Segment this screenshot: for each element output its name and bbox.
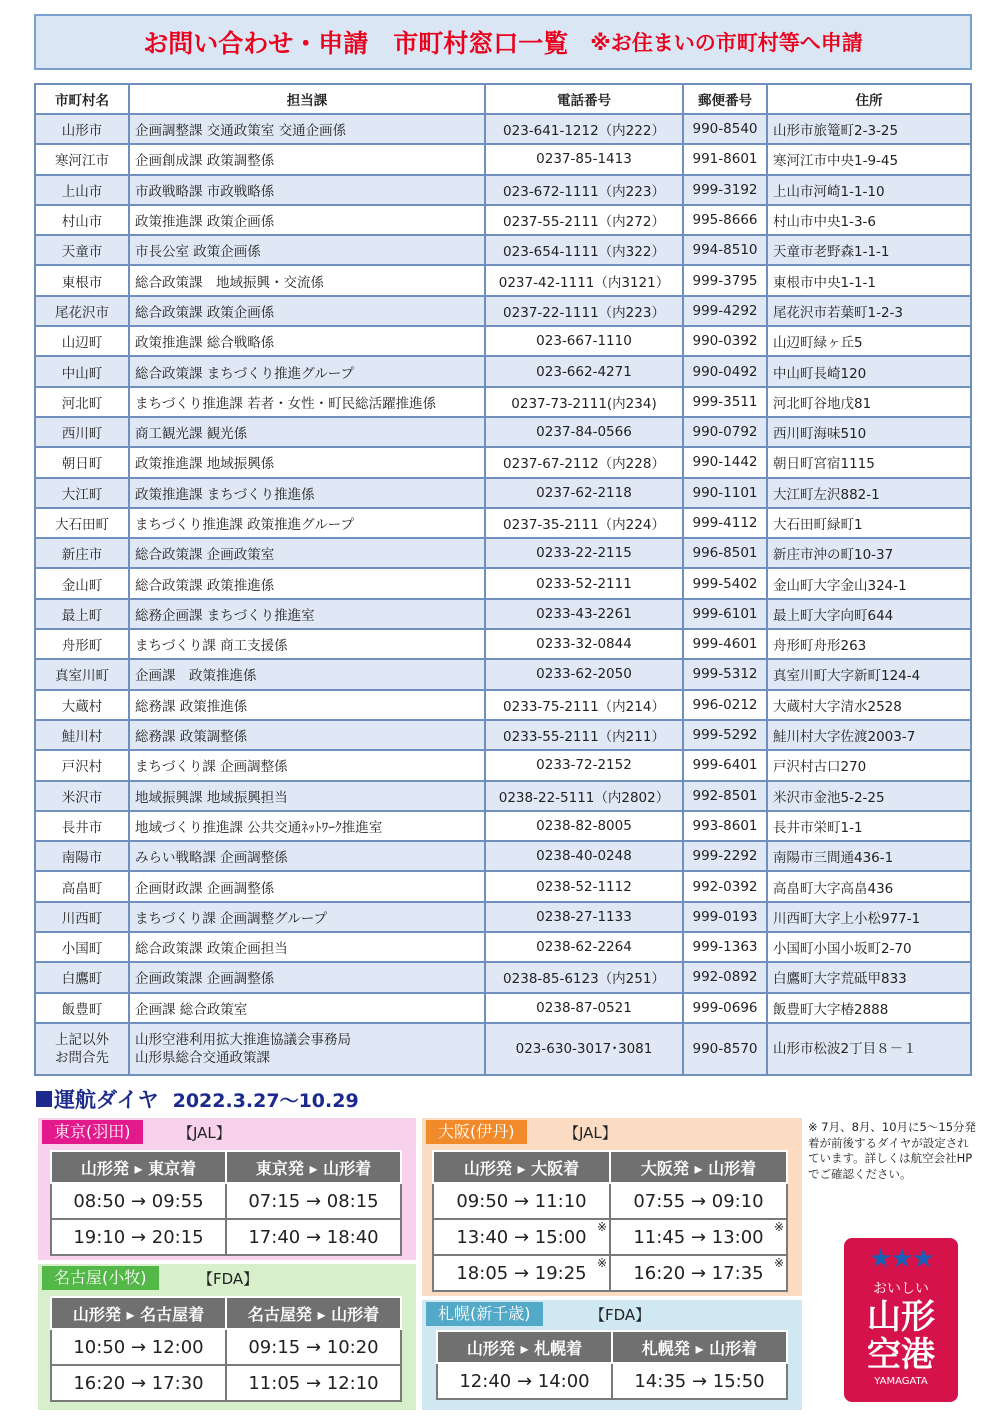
cell-dept: 企画課 政策推進係 bbox=[129, 659, 485, 689]
logo-line1: おいしい bbox=[873, 1281, 929, 1297]
cell-zip: 995-8666 bbox=[683, 205, 767, 235]
variation-mark: ※ bbox=[596, 1220, 607, 1234]
cell-addr-line: 山形市松波2丁目８－１ bbox=[773, 1040, 917, 1057]
variation-mark: ※ bbox=[596, 1256, 607, 1270]
table-row bbox=[35, 629, 971, 659]
cell-zip: 999-3511 bbox=[683, 387, 767, 417]
cell-dept: 地域づくり推進課 公共交通ﾈｯﾄﾜｰｸ推進室 bbox=[129, 811, 485, 841]
cell-city: 高畠町 bbox=[35, 871, 129, 901]
cell-dept: 総合政策課 地域振興・交流係 bbox=[129, 265, 485, 295]
cell-dept: 企画財政課 企画調整係 bbox=[129, 871, 485, 901]
cell-addr: 中山町長崎120 bbox=[767, 356, 971, 386]
cell-zip-line: 990-8570 bbox=[692, 1040, 758, 1057]
cell-tel: 023-654-1111（内322） bbox=[485, 235, 683, 265]
cell-city: 金山町 bbox=[35, 568, 129, 598]
timetable-header: 山形発 ▸ 東京着 bbox=[51, 1151, 226, 1183]
cell-tel: 0233-72-2152 bbox=[485, 750, 683, 780]
flight-time bbox=[226, 1219, 401, 1255]
cell-city: 尾花沢市 bbox=[35, 296, 129, 326]
flight-time bbox=[433, 1183, 610, 1219]
cell-addr: 西川町海味510 bbox=[767, 417, 971, 447]
cell-addr: 南陽市三間通436-1 bbox=[767, 841, 971, 871]
flight-time-text: 07:15 → 08:15 bbox=[248, 1190, 379, 1212]
flight-time-text: 12:40 → 14:00 bbox=[459, 1370, 590, 1392]
cell-addr: 白鷹町大字荒砥甲833 bbox=[767, 962, 971, 992]
timetable-header: 札幌発 ▸ 山形着 bbox=[612, 1331, 787, 1363]
cell-tel: 0238-27-1133 bbox=[485, 902, 683, 932]
col-header-addr: 住所 bbox=[767, 84, 971, 114]
cell-dept: 市政戦略課 市政戦略係 bbox=[129, 175, 485, 205]
route-name-nagoya: 名古屋(小牧) bbox=[42, 1266, 159, 1290]
cell-city: 舟形町 bbox=[35, 629, 129, 659]
flight-time-text: 18:05 → 19:25 bbox=[456, 1262, 587, 1284]
col-header-tel: 電話番号 bbox=[485, 84, 683, 114]
cell-tel: 023-641-1212（内222） bbox=[485, 114, 683, 144]
cell-dept: 総務課 政策調整係 bbox=[129, 720, 485, 750]
cell-zip: 999-0696 bbox=[683, 993, 767, 1023]
schedule-heading bbox=[36, 1084, 359, 1114]
cell-zip: 999-6401 bbox=[683, 750, 767, 780]
flight-time-text: 13:40 → 15:00 bbox=[456, 1226, 587, 1248]
flight-time bbox=[437, 1363, 612, 1399]
flight-time-text: 07:55 → 09:10 bbox=[633, 1190, 764, 1212]
cell-tel: 0238-22-5111（内2802） bbox=[485, 781, 683, 811]
page-title: お問い合わせ・申請 市町村窓口一覧 bbox=[143, 29, 569, 58]
variation-mark: ※ bbox=[773, 1220, 784, 1234]
table-row bbox=[35, 568, 971, 598]
table-row bbox=[35, 871, 971, 901]
cell-zip: 991-8601 bbox=[683, 144, 767, 174]
cell-tel: 0237-35-2111（内224） bbox=[485, 508, 683, 538]
table-row bbox=[35, 508, 971, 538]
table-row bbox=[35, 720, 971, 750]
flight-time bbox=[226, 1329, 401, 1365]
cell-city: 長井市 bbox=[35, 811, 129, 841]
route-nagoya bbox=[38, 1264, 416, 1410]
cell-tel: 0237-42-1111（内3121） bbox=[485, 265, 683, 295]
table-row bbox=[35, 296, 971, 326]
cell-zip: 990-0392 bbox=[683, 326, 767, 356]
cell-zip: 999-4112 bbox=[683, 508, 767, 538]
timetable-header-row bbox=[51, 1297, 401, 1329]
table-row bbox=[35, 144, 971, 174]
header-note: ※お住まいの市町村等へ申請 bbox=[590, 31, 863, 55]
square-bullet-icon bbox=[36, 1091, 52, 1107]
logo-en: YAMAGATA bbox=[874, 1376, 928, 1387]
cell-tel: 0237-55-2111（内272） bbox=[485, 205, 683, 235]
cell-tel: 0237-73-2111(内234) bbox=[485, 387, 683, 417]
schedule-footnote: ※ 7月、8月、10月に5～15分発着が前後するダイヤが設定されています。詳しくは航空会社HPでご確認ください。 bbox=[808, 1120, 977, 1181]
cell-zip: 990-0792 bbox=[683, 417, 767, 447]
cell-tel: 0237-67-2112（内228） bbox=[485, 447, 683, 477]
cell-addr: 川西町大字上小松977-1 bbox=[767, 902, 971, 932]
cell-dept: 企画創成課 政策調整係 bbox=[129, 144, 485, 174]
flight-time-text: 16:20 → 17:30 bbox=[73, 1372, 204, 1394]
flight-time-text: 09:15 → 10:20 bbox=[248, 1336, 379, 1358]
timetable-row bbox=[433, 1183, 787, 1219]
cell-dept: 政策推進課 総合戦略係 bbox=[129, 326, 485, 356]
cell-addr: 大石田町緑町1 bbox=[767, 508, 971, 538]
cell-zip: 999-5292 bbox=[683, 720, 767, 750]
cell-tel: 0233-22-2115 bbox=[485, 538, 683, 568]
flight-time bbox=[610, 1255, 787, 1291]
cell-city: 真室川町 bbox=[35, 659, 129, 689]
cell-zip: 994-8510 bbox=[683, 235, 767, 265]
table-row bbox=[35, 659, 971, 689]
route-name-tokyo: 東京(羽田) bbox=[42, 1120, 143, 1144]
cell-dept: 企画調整課 交通政策室 交通企画係 bbox=[129, 114, 485, 144]
table-row bbox=[35, 538, 971, 568]
cell-city: 上山市 bbox=[35, 175, 129, 205]
timetable-header: 山形発 ▸ 札幌着 bbox=[437, 1331, 612, 1363]
cell-city: 村山市 bbox=[35, 205, 129, 235]
cell-addr: 村山市中央1-3-6 bbox=[767, 205, 971, 235]
cell-tel: 0238-62-2264 bbox=[485, 932, 683, 962]
table-row bbox=[35, 387, 971, 417]
cell-addr: 大江町左沢882-1 bbox=[767, 478, 971, 508]
cell-addr: 新庄市沖の町10-37 bbox=[767, 538, 971, 568]
cell-tel-line: 023-630-3017･3081 bbox=[515, 1040, 653, 1057]
timetable-header-row bbox=[433, 1151, 787, 1183]
cell-city: 新庄市 bbox=[35, 538, 129, 568]
cell-city: 大石田町 bbox=[35, 508, 129, 538]
timetable-header: 東京発 ▸ 山形着 bbox=[226, 1151, 401, 1183]
table-row bbox=[35, 902, 971, 932]
cell-dept: 政策推進課 政策企画係 bbox=[129, 205, 485, 235]
table-row bbox=[35, 417, 971, 447]
cell-zip: 999-3192 bbox=[683, 175, 767, 205]
schedule-period: 2022.3.27～10.29 bbox=[172, 1090, 359, 1112]
col-header-zip: 郵便番号 bbox=[683, 84, 767, 114]
flight-time-text: 10:50 → 12:00 bbox=[73, 1336, 204, 1358]
cell-dept: 市長公室 政策企画係 bbox=[129, 235, 485, 265]
cell-city: 河北町 bbox=[35, 387, 129, 417]
cell-city: 南陽市 bbox=[35, 841, 129, 871]
cell-addr: 戸沢村古口270 bbox=[767, 750, 971, 780]
flight-time bbox=[51, 1329, 226, 1365]
timetable-nagoya bbox=[50, 1296, 402, 1402]
cell-zip: 999-2292 bbox=[683, 841, 767, 871]
cell-tel bbox=[485, 1023, 683, 1075]
cell-city: 最上町 bbox=[35, 599, 129, 629]
cell-tel: 0237-62-2118 bbox=[485, 478, 683, 508]
cell-addr: 小国町小国小坂町2-70 bbox=[767, 932, 971, 962]
table-row bbox=[35, 326, 971, 356]
table-row bbox=[35, 235, 971, 265]
cell-dept: 政策推進課 まちづくり推進係 bbox=[129, 478, 485, 508]
flight-time bbox=[433, 1255, 610, 1291]
cell-tel: 0238-85-6123（内251） bbox=[485, 962, 683, 992]
cell-zip: 999-5312 bbox=[683, 659, 767, 689]
cell-city: 山辺町 bbox=[35, 326, 129, 356]
flight-time bbox=[612, 1363, 787, 1399]
col-header-city: 市町村名 bbox=[35, 84, 129, 114]
cell-addr: 河北町谷地戊81 bbox=[767, 387, 971, 417]
timetable-tokyo bbox=[50, 1150, 402, 1256]
timetable-row bbox=[51, 1329, 401, 1365]
cell-tel: 0233-43-2261 bbox=[485, 599, 683, 629]
page-header bbox=[34, 14, 972, 70]
route-osaka bbox=[422, 1118, 802, 1296]
cell-dept: 商工観光課 観光係 bbox=[129, 417, 485, 447]
table-row bbox=[35, 781, 971, 811]
timetable-row bbox=[433, 1219, 787, 1255]
cell-zip: 999-4292 bbox=[683, 296, 767, 326]
cell-addr: 山辺町緑ヶ丘5 bbox=[767, 326, 971, 356]
cell-city: 飯豊町 bbox=[35, 993, 129, 1023]
contact-table bbox=[34, 83, 972, 1076]
cell-tel: 0233-52-2111 bbox=[485, 568, 683, 598]
cell-dept bbox=[129, 1023, 485, 1075]
cell-city: 西川町 bbox=[35, 417, 129, 447]
table-row bbox=[35, 265, 971, 295]
table-header-row bbox=[35, 84, 971, 114]
cell-dept: 総合政策課 政策企画担当 bbox=[129, 932, 485, 962]
table-row bbox=[35, 841, 971, 871]
cell-zip: 996-0212 bbox=[683, 690, 767, 720]
cell-dept: 総合政策課 政策推進係 bbox=[129, 568, 485, 598]
cell-zip: 990-1442 bbox=[683, 447, 767, 477]
timetable-osaka bbox=[432, 1150, 788, 1292]
cell-tel: 0238-40-0248 bbox=[485, 841, 683, 871]
timetable-row bbox=[51, 1219, 401, 1255]
table-row bbox=[35, 114, 971, 144]
cell-city: 天童市 bbox=[35, 235, 129, 265]
cell-city: 川西町 bbox=[35, 902, 129, 932]
flight-time bbox=[51, 1365, 226, 1401]
table-row bbox=[35, 993, 971, 1023]
cell-addr: 最上町大字向町644 bbox=[767, 599, 971, 629]
flight-time-text: 08:50 → 09:55 bbox=[73, 1190, 204, 1212]
cell-tel: 0238-82-8005 bbox=[485, 811, 683, 841]
flight-time bbox=[51, 1183, 226, 1219]
timetable-row bbox=[51, 1183, 401, 1219]
cell-addr: 天童市老野森1-1-1 bbox=[767, 235, 971, 265]
cell-tel: 0237-22-1111（内223） bbox=[485, 296, 683, 326]
table-row bbox=[35, 478, 971, 508]
cell-zip: 990-8540 bbox=[683, 114, 767, 144]
star-icon: ★★★ bbox=[869, 1244, 933, 1274]
flight-time-text: 11:45 → 13:00 bbox=[633, 1226, 764, 1248]
cell-city: 中山町 bbox=[35, 356, 129, 386]
timetable-row bbox=[51, 1365, 401, 1401]
table-row bbox=[35, 932, 971, 962]
table-row bbox=[35, 690, 971, 720]
cell-tel: 0233-62-2050 bbox=[485, 659, 683, 689]
cell-zip: 996-8501 bbox=[683, 538, 767, 568]
cell-zip: 990-0492 bbox=[683, 356, 767, 386]
cell-city: 東根市 bbox=[35, 265, 129, 295]
cell-city: 大蔵村 bbox=[35, 690, 129, 720]
cell-addr: 山形市旅篭町2-3-25 bbox=[767, 114, 971, 144]
timetable-header: 名古屋発 ▸ 山形着 bbox=[226, 1297, 401, 1329]
cell-dept: 企画政策課 企画調整係 bbox=[129, 962, 485, 992]
cell-addr: 真室川町大字新町124-4 bbox=[767, 659, 971, 689]
flight-time-text: 19:10 → 20:15 bbox=[73, 1226, 204, 1248]
cell-city: 大江町 bbox=[35, 478, 129, 508]
cell-zip: 992-8501 bbox=[683, 781, 767, 811]
flight-time bbox=[433, 1219, 610, 1255]
cell-tel: 0233-32-0844 bbox=[485, 629, 683, 659]
flight-time-text: 17:40 → 18:40 bbox=[248, 1226, 379, 1248]
timetable-header: 山形発 ▸ 大阪着 bbox=[433, 1151, 610, 1183]
cell-city: 白鷹町 bbox=[35, 962, 129, 992]
cell-zip: 999-6101 bbox=[683, 599, 767, 629]
flight-time bbox=[51, 1219, 226, 1255]
logo-line3: 空港 bbox=[867, 1335, 935, 1375]
route-name-osaka: 大阪(伊丹) bbox=[426, 1120, 527, 1144]
cell-addr: 舟形町舟形263 bbox=[767, 629, 971, 659]
timetable-header-row bbox=[437, 1331, 787, 1363]
cell-tel: 023-672-1111（内223） bbox=[485, 175, 683, 205]
route-tokyo bbox=[38, 1118, 416, 1260]
timetable-row bbox=[433, 1255, 787, 1291]
cell-zip: 992-0892 bbox=[683, 962, 767, 992]
cell-zip: 999-0193 bbox=[683, 902, 767, 932]
cell-dept-line: 山形県総合交通政策課 bbox=[135, 1049, 270, 1066]
flight-time bbox=[226, 1365, 401, 1401]
route-name-sapporo: 札幌(新千歳) bbox=[426, 1302, 543, 1326]
cell-tel: 023-667-1110 bbox=[485, 326, 683, 356]
cell-tel: 0237-85-1413 bbox=[485, 144, 683, 174]
cell-addr: 寒河江市中央1-9-45 bbox=[767, 144, 971, 174]
cell-city-line: お問合先 bbox=[55, 1049, 109, 1066]
cell-dept: まちづくり課 企画調整グループ bbox=[129, 902, 485, 932]
cell-addr: 米沢市金池5-2-25 bbox=[767, 781, 971, 811]
table-row bbox=[35, 750, 971, 780]
cell-city: 米沢市 bbox=[35, 781, 129, 811]
cell-city: 寒河江市 bbox=[35, 144, 129, 174]
cell-tel: 0233-55-2111（内211） bbox=[485, 720, 683, 750]
cell-city: 山形市 bbox=[35, 114, 129, 144]
route-sapporo bbox=[422, 1300, 802, 1410]
cell-city: 朝日町 bbox=[35, 447, 129, 477]
cell-zip: 999-5402 bbox=[683, 568, 767, 598]
table-row bbox=[35, 205, 971, 235]
timetable-header: 山形発 ▸ 名古屋着 bbox=[51, 1297, 226, 1329]
timetable-row bbox=[437, 1363, 787, 1399]
cell-city-line: 上記以外 bbox=[55, 1031, 109, 1048]
airline-osaka: 【JAL】 bbox=[564, 1124, 617, 1142]
flight-time bbox=[226, 1183, 401, 1219]
table-row bbox=[35, 811, 971, 841]
cell-zip: 992-0392 bbox=[683, 871, 767, 901]
flight-time-text: 11:05 → 12:10 bbox=[248, 1372, 379, 1394]
cell-addr: 長井市栄町1-1 bbox=[767, 811, 971, 841]
flight-time bbox=[610, 1183, 787, 1219]
airline-tokyo: 【JAL】 bbox=[178, 1124, 231, 1142]
schedule-title: 運航ダイヤ bbox=[54, 1088, 159, 1112]
cell-addr: 飯豊町大字椿2888 bbox=[767, 993, 971, 1023]
timetable-header: 大阪発 ▸ 山形着 bbox=[610, 1151, 787, 1183]
cell-dept: まちづくり課 企画調整係 bbox=[129, 750, 485, 780]
cell-tel: 0233-75-2111（内214） bbox=[485, 690, 683, 720]
cell-tel: 0238-87-0521 bbox=[485, 993, 683, 1023]
cell-city: 戸沢村 bbox=[35, 750, 129, 780]
flight-time bbox=[610, 1219, 787, 1255]
table-row bbox=[35, 962, 971, 992]
cell-addr: 上山市河崎1-1-10 bbox=[767, 175, 971, 205]
airline-sapporo: 【FDA】 bbox=[590, 1306, 651, 1324]
airport-logo bbox=[844, 1238, 958, 1402]
cell-dept: 地域振興課 地域振興担当 bbox=[129, 781, 485, 811]
timetable-sapporo bbox=[436, 1330, 788, 1400]
flight-time-text: 16:20 → 17:35 bbox=[633, 1262, 764, 1284]
cell-tel: 023-662-4271 bbox=[485, 356, 683, 386]
cell-zip: 999-1363 bbox=[683, 932, 767, 962]
cell-dept: 総務課 政策推進係 bbox=[129, 690, 485, 720]
cell-city bbox=[35, 1023, 129, 1075]
cell-addr bbox=[767, 1023, 971, 1075]
cell-addr: 鮭川村大字佐渡2003-7 bbox=[767, 720, 971, 750]
col-header-dept: 担当課 bbox=[129, 84, 485, 114]
table-row bbox=[35, 447, 971, 477]
table-row bbox=[35, 599, 971, 629]
cell-dept: みらい戦略課 企画調整係 bbox=[129, 841, 485, 871]
cell-city: 鮭川村 bbox=[35, 720, 129, 750]
cell-zip bbox=[683, 1023, 767, 1075]
flight-time-text: 14:35 → 15:50 bbox=[634, 1370, 765, 1392]
cell-dept: まちづくり推進課 若者・女性・町民総活躍推進係 bbox=[129, 387, 485, 417]
table-row-other bbox=[35, 1023, 971, 1075]
variation-mark: ※ bbox=[773, 1256, 784, 1270]
table-row bbox=[35, 356, 971, 386]
cell-zip: 993-8601 bbox=[683, 811, 767, 841]
cell-dept: まちづくり課 商工支援係 bbox=[129, 629, 485, 659]
cell-dept: 総合政策課 まちづくり推進グループ bbox=[129, 356, 485, 386]
cell-addr: 尾花沢市若葉町1-2-3 bbox=[767, 296, 971, 326]
cell-dept: 政策推進課 地域振興係 bbox=[129, 447, 485, 477]
timetable-header-row bbox=[51, 1151, 401, 1183]
cell-addr: 東根市中央1-1-1 bbox=[767, 265, 971, 295]
cell-zip: 999-3795 bbox=[683, 265, 767, 295]
cell-dept: まちづくり推進課 政策推進グループ bbox=[129, 508, 485, 538]
cell-dept: 総合政策課 政策企画係 bbox=[129, 296, 485, 326]
airline-nagoya: 【FDA】 bbox=[198, 1270, 259, 1288]
cell-addr: 高畠町大字高畠436 bbox=[767, 871, 971, 901]
logo-line2: 山形 bbox=[867, 1297, 935, 1337]
cell-tel: 0238-52-1112 bbox=[485, 871, 683, 901]
cell-dept: 総務企画課 まちづくり推進室 bbox=[129, 599, 485, 629]
cell-dept: 企画課 総合政策室 bbox=[129, 993, 485, 1023]
cell-addr: 金山町大字金山324-1 bbox=[767, 568, 971, 598]
cell-addr: 朝日町宮宿1115 bbox=[767, 447, 971, 477]
cell-zip: 990-1101 bbox=[683, 478, 767, 508]
cell-tel: 0237-84-0566 bbox=[485, 417, 683, 447]
cell-dept: 総合政策課 企画政策室 bbox=[129, 538, 485, 568]
cell-dept-line: 山形空港利用拡大推進協議会事務局 bbox=[135, 1031, 351, 1048]
cell-zip: 999-4601 bbox=[683, 629, 767, 659]
flight-time-text: 09:50 → 11:10 bbox=[456, 1190, 587, 1212]
cell-addr: 大蔵村大字清水2528 bbox=[767, 690, 971, 720]
table-row bbox=[35, 175, 971, 205]
cell-city: 小国町 bbox=[35, 932, 129, 962]
